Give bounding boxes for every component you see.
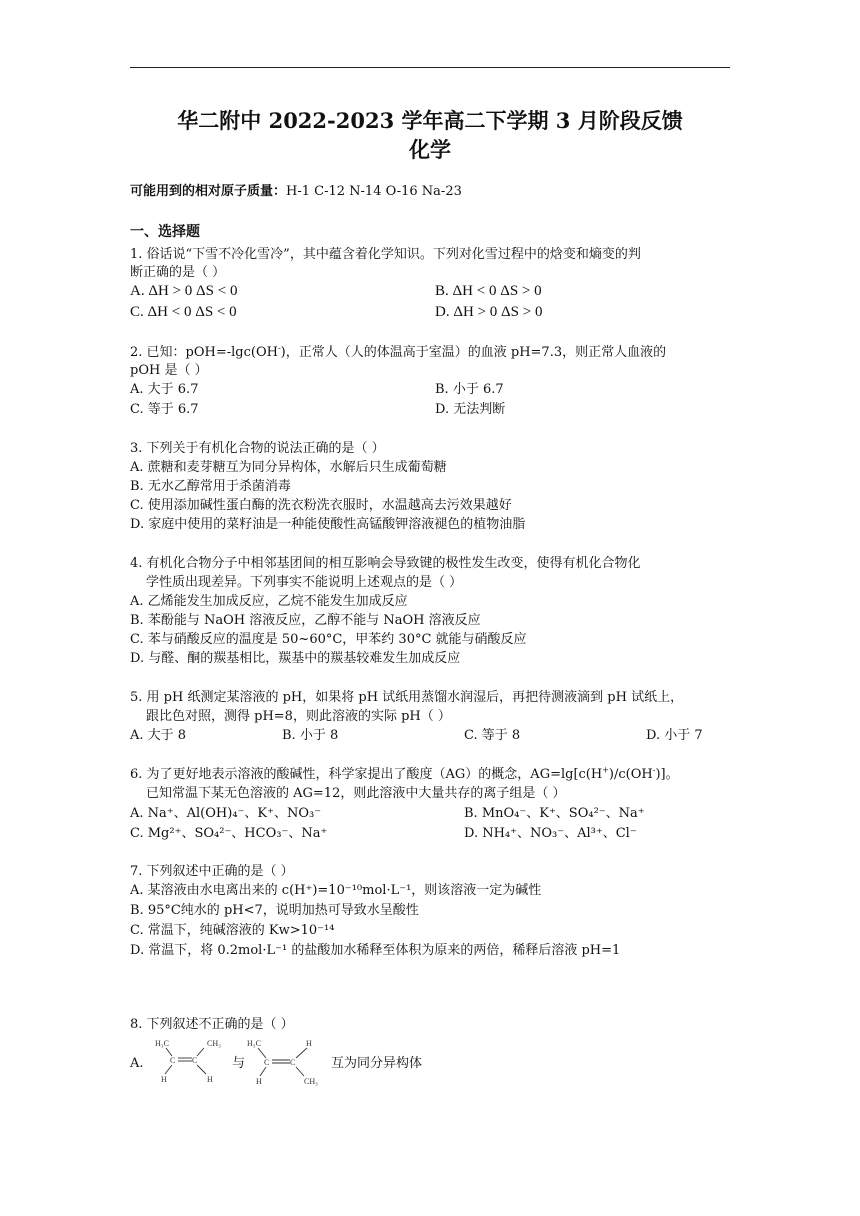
mol1-carbon-1: C [170, 1056, 176, 1065]
q5-option-d[interactable]: D. 小于 7 [646, 728, 703, 743]
q8-connector: 与 [232, 1056, 246, 1071]
header-rule [130, 67, 730, 68]
q8-option-a-label[interactable]: A. [130, 1056, 144, 1071]
q8-stem: 8. 下列叙述不正确的是（ ） [130, 1017, 294, 1032]
q8-option-a-text: 互为同分异构体 [331, 1056, 423, 1071]
atomic-mass-line [130, 183, 462, 200]
trans-butene-structure [244, 1036, 324, 1088]
q6-option-a[interactable]: A. Na⁺、Al(OH)₄⁻、K⁺、NO₃⁻ [130, 806, 322, 821]
q3-option-b[interactable]: B. 无水乙醇常用于杀菌消毒 [130, 479, 291, 494]
q1-option-b[interactable]: B. ΔH < 0 ΔS > 0 [435, 283, 542, 299]
page-title: 华二附中 2022-2023 学年高二下学期 3 月阶段反馈 [177, 108, 683, 133]
q5-stem-line2: 跟比色对照，测得 pH=8，则此溶液的实际 pH（ ） [146, 709, 451, 724]
q7-option-d[interactable]: D. 常温下，将 0.2mol·L⁻¹ 的盐酸加水稀释至体积为原来的两倍，稀释后溶液 pH=1 [130, 943, 621, 958]
mol2-carbon-2: C [290, 1058, 296, 1067]
q6-option-b[interactable]: B. MnO₄⁻、K⁺、SO₄²⁻、Na⁺ [464, 806, 645, 821]
mol2-carbon-1: C [264, 1058, 270, 1067]
mol1-bottom-right-group: H [207, 1075, 213, 1084]
atomic-mass-values: H-1 C-12 N-14 O-16 Na-23 [286, 184, 462, 199]
q7-option-a[interactable]: A. 某溶液由水电离出来的 c(H⁺)=10⁻¹⁰mol·L⁻¹，则该溶液一定为碱性 [130, 883, 542, 898]
mol1-carbon-2: C [192, 1056, 198, 1065]
mol1-bottom-left-group: H [161, 1075, 167, 1084]
mol1-top-left-group: H₃C [155, 1039, 169, 1048]
q7-option-b[interactable]: B. 95°C纯水的 pH<7，说明加热可导致水呈酸性 [130, 903, 419, 918]
q6-option-c[interactable]: C. Mg²⁺、SO₄²⁻、HCO₃⁻、Na⁺ [130, 826, 328, 841]
q1-option-c[interactable]: C. ΔH < 0 ΔS < 0 [130, 304, 237, 320]
q4-option-a[interactable]: A. 乙烯能发生加成反应，乙烷不能发生加成反应 [130, 594, 408, 609]
q4-option-c[interactable]: C. 苯与硝酸反应的温度是 50~60°C，甲苯约 30°C 就能与硝酸反应 [130, 632, 527, 647]
cis-butene-structure [152, 1036, 226, 1086]
q2-stem-line2: pOH 是（ ） [130, 363, 208, 378]
q3-option-d[interactable]: D. 家庭中使用的菜籽油是一种能使酸性高锰酸钾溶液褪色的植物油脂 [130, 517, 526, 532]
q5-option-b[interactable]: B. 小于 8 [282, 728, 339, 743]
mol2-top-left-group: H₃C [247, 1039, 261, 1048]
q2-option-b[interactable]: B. 小于 6.7 [435, 382, 504, 397]
q6-stem-line2: 已知常温下某无色溶液的 AG=12，则此溶液中大量共存的离子组是（ ） [146, 786, 566, 801]
q4-option-b[interactable]: B. 苯酚能与 NaOH 溶液反应，乙醇不能与 NaOH 溶液反应 [130, 613, 481, 628]
q2-stem-line1: 2. 已知：pOH=-lgc(OH-)，正常人（人的体温高于室温）的血液 pH=7.3，则正常人血液的 [130, 343, 667, 360]
q2-option-c[interactable]: C. 等于 6.7 [130, 402, 199, 417]
q3-option-c[interactable]: C. 使用添加碱性蛋白酶的洗衣粉洗衣服时，水温越高去污效果越好 [130, 498, 512, 513]
q1-option-a[interactable]: A. ΔH > 0 ΔS < 0 [130, 283, 238, 299]
q4-option-d[interactable]: D. 与醛、酮的羰基相比，羰基中的羰基较难发生加成反应 [130, 651, 461, 666]
q4-stem-line1: 4. 有机化合物分子中相邻基团间的相互影响会导致键的极性发生改变，使得有机化合物化 [130, 556, 641, 571]
subject-title: 化学 [409, 137, 451, 162]
q1-stem-line1: 1. 俗话说“下雪不冷化雪冷”，其中蕴含着化学知识。下列对化雪过程中的焓变和熵变的判 [130, 247, 641, 262]
q6-option-d[interactable]: D. NH₄⁺、NO₃⁻、Al³⁺、Cl⁻ [464, 826, 637, 841]
mol1-top-right-group: CH₃ [207, 1039, 221, 1048]
q7-stem: 7. 下列叙述中正确的是（ ） [130, 864, 294, 879]
mol2-bottom-left-group: H [256, 1077, 262, 1086]
q5-option-c[interactable]: C. 等于 8 [464, 728, 521, 743]
q6-stem-line1: 6. 为了更好地表示溶液的酸碱性，科学家提出了酸度（AG）的概念，AG=lg[c(H+)/c(OH-)]。 [130, 765, 679, 782]
q3-stem: 3. 下列关于有机化合物的说法正确的是（ ） [130, 441, 385, 456]
q2-option-d[interactable]: D. 无法判断 [435, 402, 506, 417]
q5-stem-line1: 5. 用 pH 纸测定某溶液的 pH，如果将 pH 试纸用蒸馏水润湿后，再把待测液滴到 pH 试纸上， [130, 690, 684, 705]
mol2-bottom-right-group: CH₃ [304, 1077, 318, 1086]
q4-stem-line2: 学性质出现差异。下列事实不能说明上述观点的是（ ） [146, 575, 463, 590]
q2-option-a[interactable]: A. 大于 6.7 [130, 382, 199, 397]
q3-option-a[interactable]: A. 蔗糖和麦芽糖互为同分异构体，水解后只生成葡萄糖 [130, 460, 447, 475]
q1-option-d[interactable]: D. ΔH > 0 ΔS > 0 [435, 304, 543, 320]
q5-option-a[interactable]: A. 大于 8 [130, 728, 187, 743]
atomic-mass-label: 可能用到的相对原子质量： [130, 184, 287, 199]
q1-stem-line2: 断正确的是（ ） [130, 265, 226, 280]
section-heading: 一、选择题 [130, 224, 200, 240]
q7-option-c[interactable]: C. 常温下，纯碱溶液的 Kw>10⁻¹⁴ [130, 923, 335, 938]
mol2-top-right-group: H [306, 1039, 312, 1048]
